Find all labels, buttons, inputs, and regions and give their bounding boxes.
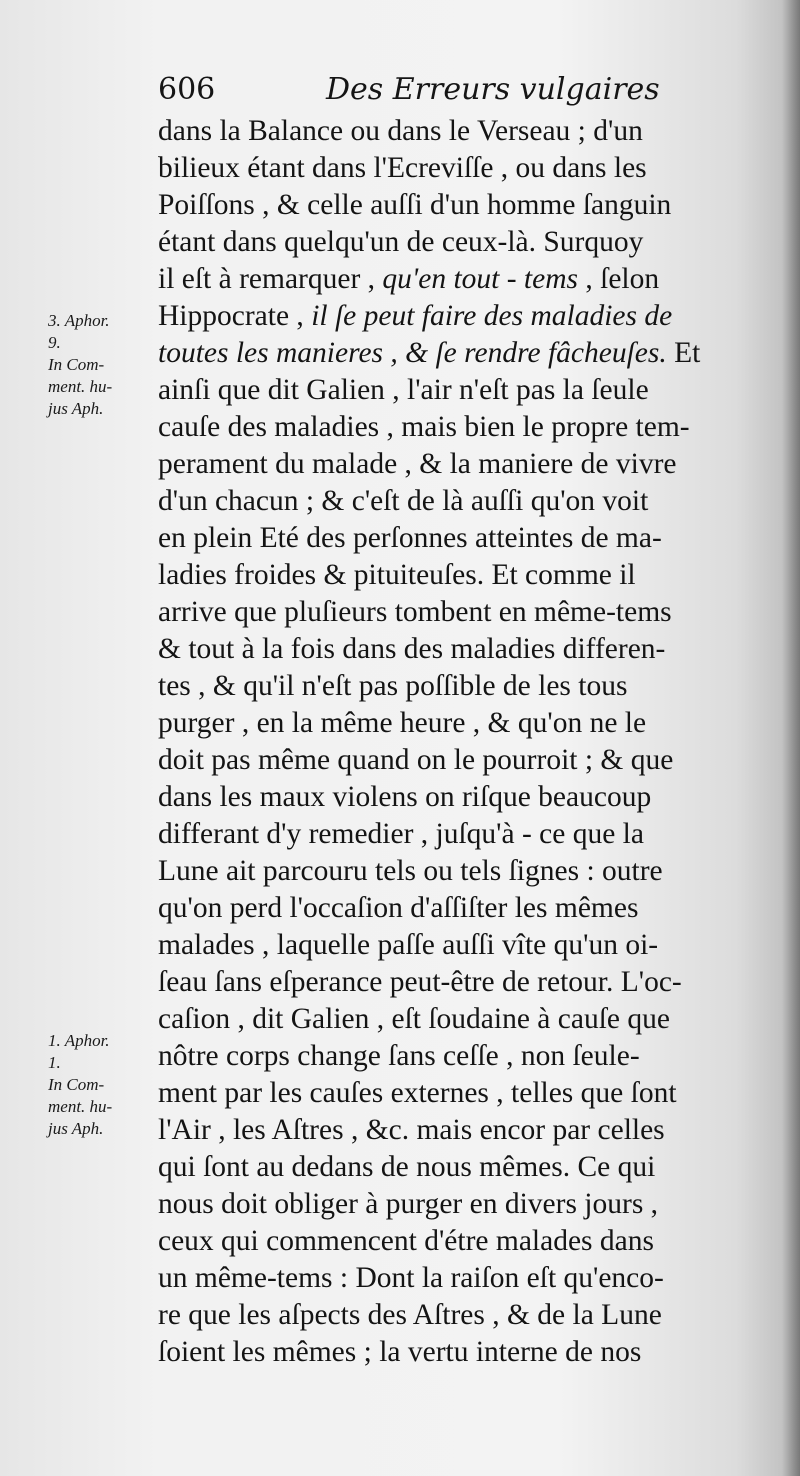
page-header [158,72,758,116]
text-line [158,927,758,964]
text-segment: dans les maux violens on riſque beaucoup [158,781,652,813]
text-segment: étant dans quelqu'un de ceux-là. Surquoy [158,226,644,258]
text-segment: ment par les cauſes externes , telles que ſont [158,1077,677,1109]
text-line [158,1112,758,1149]
text-segment: nôtre corps change ſans ceſſe , non ſeule- [158,1040,640,1072]
text-line [158,853,758,890]
text-line [158,113,758,150]
text-line [158,816,758,853]
text-line [158,1186,758,1223]
text-line [158,1334,758,1371]
text-line [158,890,758,927]
text-segment: tes , & qu'il n'eſt pas poſſible de les tous [158,670,628,702]
margin-note-2 [48,1030,158,1140]
text-segment: ainſi que dit Galien , l'air n'eſt pas la ſeule [158,374,649,406]
running-title: Des Erreurs vulgaires [326,72,660,107]
italic-text: il ſe peut faire des maladies de [311,300,673,332]
margin-note-line: In Com- [48,355,105,374]
text-line [158,594,758,631]
text-line [158,187,758,224]
text-line [158,1001,758,1038]
text-segment: cauſe des maladies , mais bien le propre tem- [158,411,690,443]
text-segment: differant d'y remedier , juſqu'à - ce que la [158,818,644,850]
page-number: 606 [158,72,216,107]
text-segment: & tout à la fois dans des maladies differen- [158,633,666,665]
text-line [158,483,758,520]
text-line [158,298,758,335]
text-segment: qui ſont au dedans de nous mêmes. Ce qui [158,1151,656,1183]
text-segment: ſeau ſans eſperance peut-être de retour. L'oc- [158,966,682,998]
text-segment: ceux qui commencent d'étre malades dans [158,1225,654,1257]
text-segment: ſoient les mêmes ; la vertu interne de nos [158,1336,642,1368]
text-segment: doit pas même quand on le pourroit ; & que [158,744,674,776]
text-line [158,668,758,705]
text-segment: Poiſſons , & celle auſſi d'un homme ſanguin [158,189,672,221]
text-segment: d'un chacun ; & c'eſt de là auſſi qu'on voit [158,485,649,517]
margin-note-line: 1. Aphor. [48,1031,110,1050]
text-line [158,409,758,446]
text-line [158,1223,758,1260]
margin-note-line: 1. [48,1053,61,1072]
text-line [158,261,758,298]
text-segment: en plein Eté des perſonnes atteintes de ma- [158,522,662,554]
text-line [158,520,758,557]
text-segment: perament du malade , & la maniere de vivre [158,448,677,480]
margin-note-line: jus Aph. [48,1119,104,1138]
text-line [158,1297,758,1334]
body-text [158,113,758,1371]
text-line [158,372,758,409]
text-segment: dans la Balance ou dans le Verseau ; d'un [158,115,643,147]
italic-text: qu'en tout - tems [382,263,578,295]
text-line [158,1260,758,1297]
margin-note-line: 9. [48,333,61,352]
text-segment: , ſelon [578,263,660,295]
text-segment: nous doit obliger à purger en divers jours , [158,1188,659,1220]
text-line [158,964,758,1001]
text-line [158,1149,758,1186]
text-segment: caſion , dit Galien , eſt ſoudaine à cauſe que [158,1003,670,1035]
text-segment: l'Air , les Aſtres , &c. mais encor par celles [158,1114,665,1146]
text-segment: ladies froides & pituiteuſes. Et comme il [158,559,636,591]
text-line [158,446,758,483]
text-segment: malades , laquelle paſſe auſſi vîte qu'un oi- [158,929,659,961]
margin-note-line: In Com- [48,1075,105,1094]
text-line [158,631,758,668]
text-line [158,335,758,372]
margin-note-line: ment. hu- [48,1097,113,1116]
text-segment: purger , en la même heure , & qu'on ne le [158,707,647,739]
text-segment: re que les aſpects des Aſtres , & de la Lune [158,1299,662,1331]
text-line [158,1075,758,1112]
text-line [158,742,758,779]
margin-note-line: ment. hu- [48,377,113,396]
text-line [158,557,758,594]
text-line [158,705,758,742]
text-segment: un même-tems : Dont la raiſon eſt qu'enco- [158,1262,664,1294]
italic-text: toutes les manieres , & ſe rendre fâcheuſes. [158,337,667,369]
text-line [158,1038,758,1075]
text-line [158,150,758,187]
text-segment: qu'on perd l'occaſion d'aſſiſter les mêmes [158,892,639,924]
text-segment: bilieux étant dans l'Ecreviſſe , ou dans les [158,152,647,184]
text-line [158,779,758,816]
text-line [158,224,758,261]
margin-note-line: 3. Aphor. [48,311,110,330]
margin-note-1 [48,310,158,420]
text-segment: Hippocrate , [158,300,312,332]
text-segment: Et [666,337,701,369]
margin-note-line: jus Aph. [48,399,104,418]
text-segment: arrive que pluſieurs tombent en même-tems [158,596,672,628]
text-segment: il eſt à remarquer , [158,263,383,295]
text-segment: Lune ait parcouru tels ou tels ſignes : outre [158,855,663,887]
